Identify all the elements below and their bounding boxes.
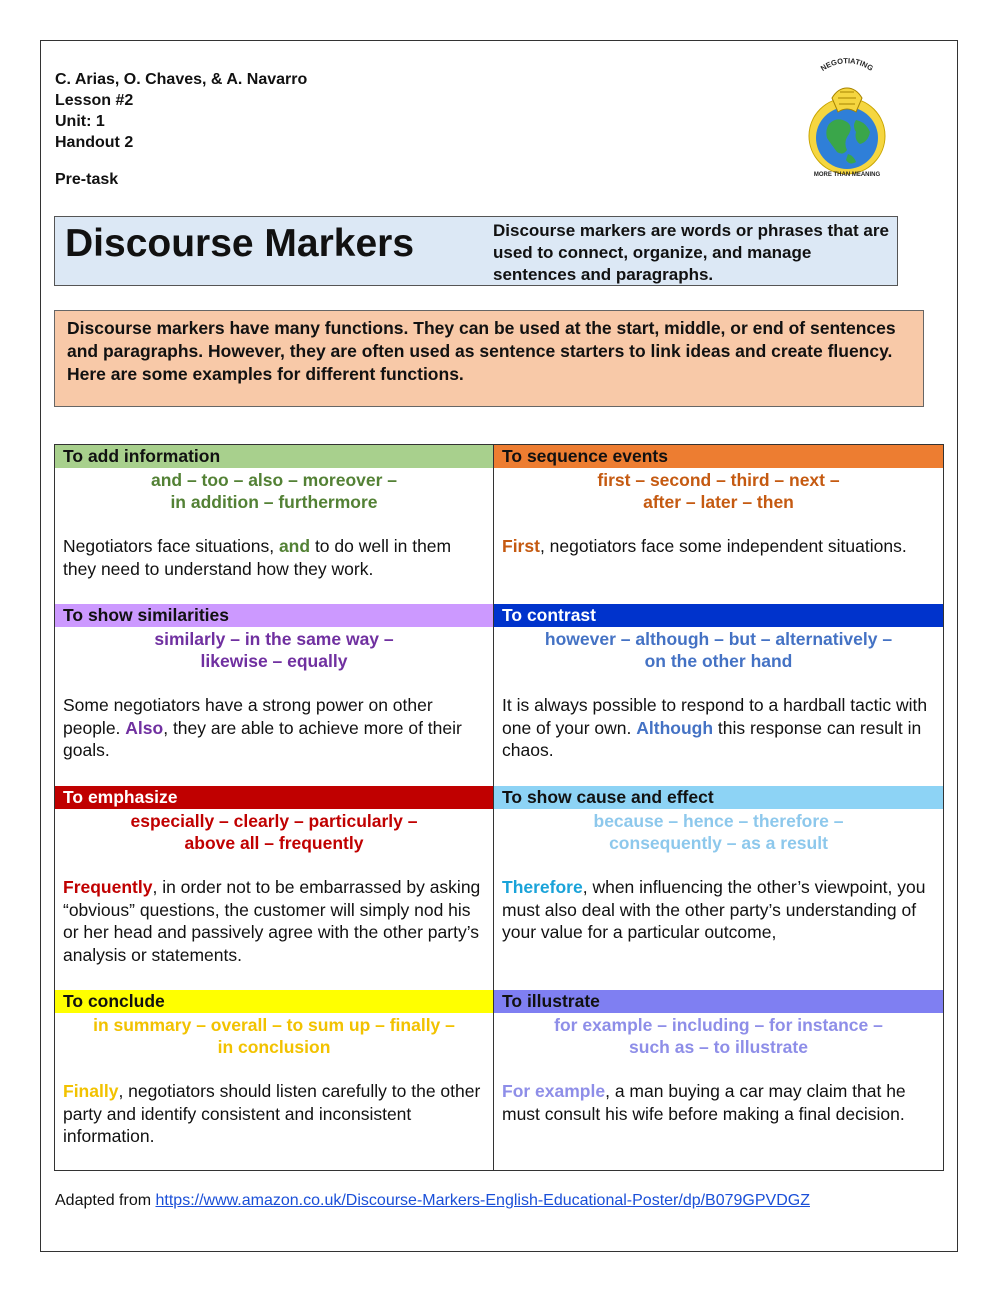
markers-line: because – hence – therefore – [593,811,844,831]
handout-number: Handout 2 [55,134,134,151]
markers-line: in addition – furthermore [170,492,378,512]
category-cell-emphasize [55,786,494,990]
category-cell-cause-and-effect [494,786,943,990]
example-post: , negotiators face some independent situations. [539,536,907,556]
markers-line: likewise – equally [200,651,348,671]
svg-text:NEGOTIATING [819,58,875,73]
example-highlight: Although [636,717,714,738]
category-markers [55,469,493,513]
category-heading: To contrast [494,604,943,627]
category-example [494,1080,943,1125]
markers-line: first – second – third – next – [597,470,840,490]
example-post: , they are able to achieve more of their goals. [63,717,462,760]
category-markers [55,628,493,672]
example-highlight: Therefore [502,877,583,897]
category-cell-conclude [55,990,494,1170]
markers-line: consequently – as a result [609,833,828,853]
category-heading: To add information [55,445,493,468]
category-example [55,694,493,762]
example-pre: Negotiators face situations, [63,536,279,556]
category-cell-illustrate [494,990,943,1170]
source-link[interactable]: https://www.amazon.co.uk/Discourse-Markers-English-Educational-Poster/dp/B079GPVDGZ [155,1192,810,1209]
unit-number: Unit: 1 [55,113,105,130]
example-post: , negotiators should listen carefully to the other party and identify consistent and inconsistent information. [63,1081,481,1146]
category-heading: To show cause and effect [494,786,943,809]
globe-handshake-icon [796,58,898,180]
example-pre: Some negotiators have a strong power on other people. [63,695,433,738]
title-definition: Discourse markers are words or phrases that are used to connect, organize, and manage sentences and paragraphs. [493,221,889,284]
example-post: to do well in them they need to understand how they work. [63,536,452,579]
category-markers [494,469,943,513]
markers-line: in summary – overall – to sum up – finally – [93,1015,455,1035]
category-heading: To conclude [55,990,493,1013]
category-example [55,876,493,966]
example-highlight: Finally [63,1081,119,1101]
category-heading: To illustrate [494,990,943,1013]
category-heading: To show similarities [55,604,493,627]
category-heading: To emphasize [55,786,493,809]
markers-line: for example – including – for instance – [554,1015,883,1035]
example-highlight: For example [502,1081,606,1101]
category-example [494,876,943,944]
markers-line: similarly – in the same way – [154,629,394,649]
lesson-number: Lesson #2 [55,92,134,109]
category-example [494,535,943,558]
markers-line: on the other hand [644,651,793,671]
example-highlight: Frequently [63,877,153,897]
page-title: Discourse Markers [65,222,415,265]
marker-table [54,444,944,1171]
footer-prefix: Adapted from [55,1192,156,1209]
category-markers [55,1014,493,1058]
category-cell-contrast [494,604,943,786]
category-example [55,1080,493,1148]
functions-box [54,310,924,407]
markers-line: and – too – also – moreover – [150,470,398,490]
markers-line: in conclusion [217,1037,331,1057]
markers-line: such as – to illustrate [629,1037,808,1057]
example-pre: It is always possible to respond to a hardball tactic with one of your own. [502,695,928,738]
example-post: , a man buying a car may claim that he must consult his wife before making a final decision. [502,1081,906,1124]
example-post: , when influencing the other’s viewpoint, you must also deal with the other party’s understanding of your value for a particular outcome, [502,877,926,942]
title-box [54,216,898,286]
pretask-label: Pre-task [55,171,119,188]
markers-line: especially – clearly – particularly – [130,811,418,831]
example-highlight: Also [125,717,164,738]
category-cell-show-similarities [55,604,494,786]
category-markers [55,810,493,854]
category-markers [494,810,943,854]
category-markers [494,628,943,672]
category-example [494,694,943,762]
header-info [55,69,307,153]
category-example [55,535,493,580]
category-cell-add-information [55,445,494,604]
logo-bottom-text: MORE THAN MEANING [813,172,881,178]
functions-text: Discourse markers have many functions. They can be used at the start, middle, or end of sentences and paragraphs. However, they are often used as sentence starters to link ideas and create fluency. Here are some examples for different functions. [67,318,896,384]
authors: C. Arias, O. Chaves, & A. Navarro [55,71,308,88]
example-post: this response can result in chaos. [502,717,922,760]
logo-top-text: NEGOTIATING [818,58,875,73]
markers-line: however – although – but – alternatively – [544,629,893,649]
example-highlight: and [278,536,311,556]
markers-line: after – later – then [643,492,794,512]
category-heading: To sequence events [494,445,943,468]
category-markers [494,1014,943,1058]
example-highlight: First [502,536,540,556]
category-cell-sequence-events [494,445,943,604]
markers-line: above all – frequently [184,833,364,853]
example-post: , in order not to be embarrassed by asking “obvious” questions, the customer will simply nod his or her head and passively agree with the other party’s analysis or statements. [63,877,481,965]
footer-attribution [55,1192,810,1210]
